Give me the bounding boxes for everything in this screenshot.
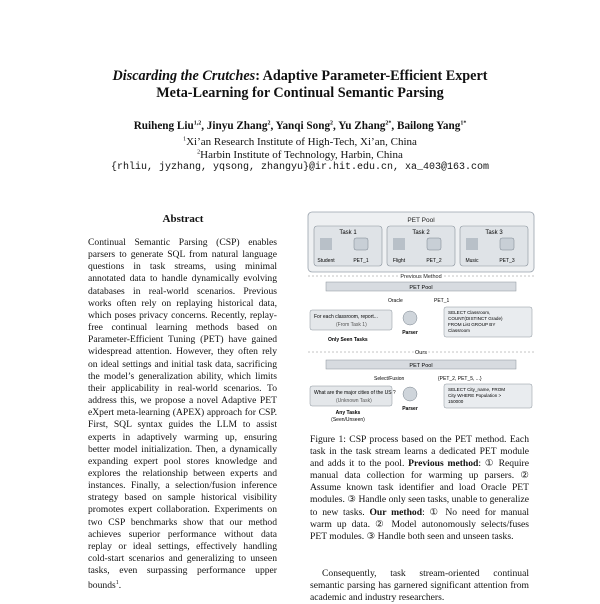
svg-text:SELECT City_name, FROM: SELECT City_name, FROM bbox=[448, 387, 506, 392]
author-2: Yanqi Song bbox=[275, 120, 331, 132]
ours-parser-label: Parser bbox=[402, 406, 418, 412]
svg-text:150000: 150000 bbox=[448, 399, 464, 404]
previous-method-label: Previous Method bbox=[400, 274, 442, 280]
ours-pet-pool-label: PET Pool bbox=[409, 363, 433, 369]
paper-title bbox=[70, 68, 530, 102]
prev-question-sub: (From Task 1) bbox=[336, 322, 367, 328]
task-box-3 bbox=[460, 226, 528, 266]
database-icon bbox=[320, 238, 332, 250]
any-tasks-label: Any Tasks bbox=[335, 410, 361, 416]
intro-paragraph: Consequently, task stream-oriented continual semantic parsing has garnered significant attention from academic and industry researchers. bbox=[310, 568, 529, 604]
affiliation-2: $^2$Harbin Institute of Technology, Harbin, China bbox=[197, 149, 403, 161]
email-line: {rhliu, jyzhang, yqsong, zhangyu}@ir.hit.edu.cn, xa_403@163.com bbox=[110, 162, 490, 173]
oracle-label: Oracle bbox=[388, 298, 403, 304]
task-3-label: Task 3 bbox=[485, 230, 503, 236]
svg-text:COUNT(DISTINCT Grade): COUNT(DISTINCT Grade) bbox=[448, 316, 503, 321]
task-2-left: Flight bbox=[392, 258, 406, 264]
pet-module-icon bbox=[427, 238, 441, 250]
author-0: Ruiheng Liu bbox=[133, 120, 194, 132]
svg-text:City WHERE Population >: City WHERE Population > bbox=[448, 393, 502, 398]
task-box-1 bbox=[314, 226, 382, 266]
task-1-label: Task 1 bbox=[339, 230, 357, 236]
database-icon bbox=[393, 238, 405, 250]
parser-icon bbox=[403, 387, 417, 401]
title-line1: : Adaptive Parameter-Efficient Expert bbox=[255, 68, 488, 84]
task-1-left: Student bbox=[317, 258, 335, 264]
author-3: Yu Zhang bbox=[338, 120, 386, 132]
figure-1 bbox=[306, 210, 536, 425]
prev-parser-label: Parser bbox=[402, 330, 418, 336]
abstract-heading: Abstract bbox=[162, 213, 204, 225]
ours-pets-label: {PET_2, PET_5, ...} bbox=[438, 376, 482, 382]
svg-text:Classroom: Classroom bbox=[448, 328, 470, 333]
abstract-body: Continual Semantic Parsing (CSP) enables parsers to generate SQL from natural language questions in task streams, using minimal annotated data to handle dynamically evolving databases in real-world scenarios. Previous works often rely on replaying historical data, which poses privacy concerns. Recently, replay-free continual learning methods based on Parameter-Efficient Tuning (PET) have gained widespread attention. However, they often rely on ideal settings and initial task data, sacrificing the model’s generalization ability, which limits their applicability in real-world scenarios. To address this, we propose a novel Adaptive PET eXpert meta-learning (APEX) approach for CSP. First, SQL syntax guides the LLM to assist experts in adaptively warming up, ensuring better model initialization. Then, a dynamically expanding expert pool stores knowledge and explores the relationship between experts and instances. Finally, a selection/fusion inference strategy based on sample historical visibility promotes expert collaboration. Experiments on two CSP benchmarks show that our method achieves superior performance without data replay or ideal settings, effectively handling cold-start scenarios and generalizing to unseen tasks, even surpassing performance upper bounds$^1$. bbox=[88, 237, 277, 592]
svg-text:SELECT Classroom,: SELECT Classroom, bbox=[448, 310, 491, 315]
prev-pet1-label: PET_1 bbox=[434, 298, 450, 304]
task-3-right: PET_3 bbox=[499, 258, 515, 264]
ours-question-sub: (Unknown Task) bbox=[336, 398, 372, 404]
pet-module-icon bbox=[354, 238, 368, 250]
ours-question: What are the major cities of the US ? bbox=[314, 390, 396, 396]
any-tasks-sub: (Seen/Unseen) bbox=[331, 417, 365, 423]
title-line2: Meta-Learning for Continual Semantic Parsing bbox=[156, 85, 444, 101]
only-seen-label: Only Seen Tasks bbox=[328, 337, 368, 343]
select-fusion-label: Select/Fusion bbox=[374, 376, 405, 382]
title-italic: Discarding the Crutches bbox=[112, 68, 256, 84]
prev-pet-pool-label: PET Pool bbox=[409, 285, 433, 291]
author-1: Jinyu Zhang bbox=[206, 120, 268, 132]
pet-pool-title: PET Pool bbox=[407, 217, 435, 224]
author-4: Bailong Yang bbox=[397, 120, 461, 132]
task-2-right: PET_2 bbox=[426, 258, 442, 264]
parser-icon bbox=[403, 311, 417, 325]
prev-question: For each classroom, report... bbox=[314, 314, 378, 320]
figure-caption: Figure 1: CSP process based on the PET method. Each task in the task stream learns a dedicated PET module and adds it to the pool. Previous method: ① Require manual data collection for warming up parsers. ② Assume known task identifier and load Oracle PET modules. ③ Handle only seen tasks, unable to generalize to new tasks. Our method: ① No need for manual warm up data. ② Model autonomously selects/fuses PET modules. ③ Handle both seen and unseen tasks. bbox=[310, 434, 529, 542]
pet-module-icon bbox=[500, 238, 514, 250]
affiliation-1: $^1$Xi’an Research Institute of High-Tech, Xi’an, China bbox=[183, 136, 417, 148]
task-box-2 bbox=[387, 226, 455, 266]
ours-label: Ours bbox=[415, 350, 427, 356]
svg-text:FROM List GROUP BY: FROM List GROUP BY bbox=[448, 322, 496, 327]
task-2-label: Task 2 bbox=[412, 230, 430, 236]
task-3-left: Music bbox=[465, 258, 479, 264]
author-list: Ruiheng Liu$^{1,2}$, Jinyu Zhang$^2$, Yanqi Song$^2$, Yu Zhang$^{2*}$, Bailong Yang$^{1*}$ bbox=[133, 120, 467, 132]
database-icon bbox=[466, 238, 478, 250]
task-1-right: PET_1 bbox=[353, 258, 369, 264]
